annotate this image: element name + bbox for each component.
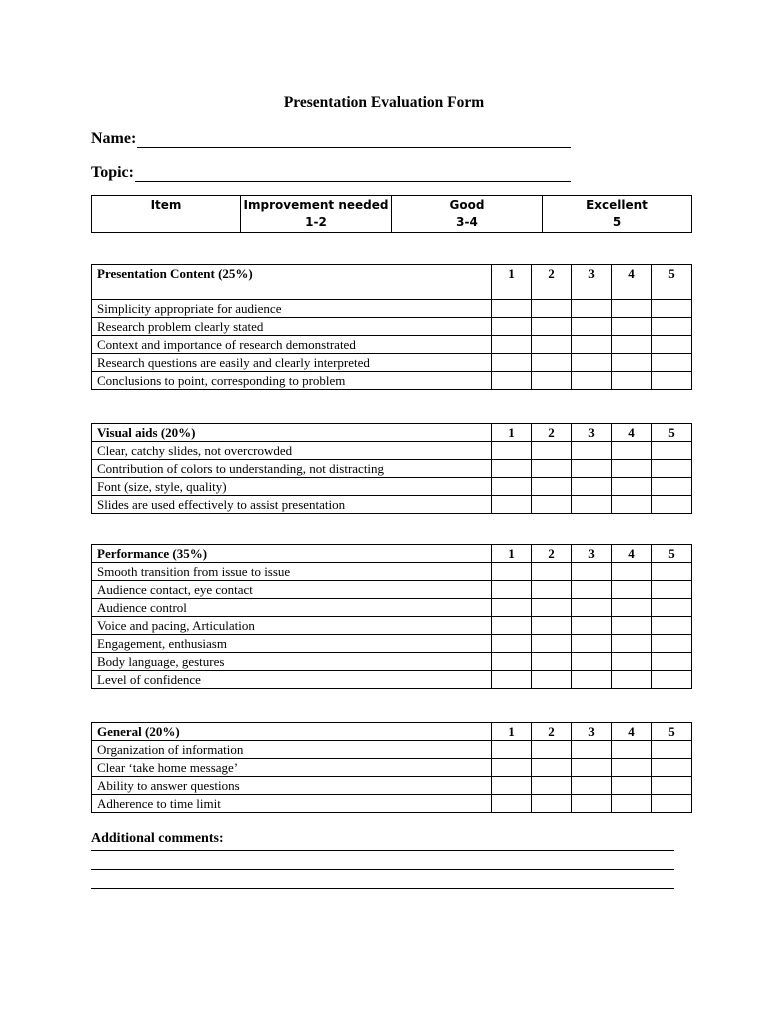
score-cell-4[interactable] — [612, 336, 652, 354]
criteria-row — [92, 759, 692, 777]
score-column-4: 4 — [612, 723, 652, 741]
score-cell-1[interactable] — [492, 759, 532, 777]
score-cell-4[interactable] — [612, 300, 652, 318]
score-cell-5[interactable] — [652, 336, 692, 354]
score-cell-3[interactable] — [572, 478, 612, 496]
section-title: Performance (35%) — [92, 545, 492, 563]
score-column-5: 5 — [652, 424, 692, 442]
criteria-label: Engagement, enthusiasm — [92, 635, 492, 653]
score-cell-4[interactable] — [612, 460, 652, 478]
topic-input-line[interactable] — [135, 167, 571, 182]
criteria-row — [92, 795, 692, 813]
score-cell-5[interactable] — [652, 300, 692, 318]
score-column-1: 1 — [492, 723, 532, 741]
score-column-5: 5 — [652, 723, 692, 741]
score-column-3: 3 — [572, 545, 612, 563]
scale-excellent: Excellent 5 — [543, 196, 692, 233]
score-cell-2[interactable] — [532, 300, 572, 318]
score-cell-4[interactable] — [612, 653, 652, 671]
score-cell-3[interactable] — [572, 653, 612, 671]
score-cell-4[interactable] — [612, 617, 652, 635]
section-header-row — [92, 545, 692, 563]
criteria-label: Smooth transition from issue to issue — [92, 563, 492, 581]
score-cell-2[interactable] — [532, 653, 572, 671]
score-cell-3[interactable] — [572, 300, 612, 318]
section-header-row — [92, 265, 692, 300]
criteria-label: Contribution of colors to understanding, not distracting — [92, 460, 492, 478]
score-cell-4[interactable] — [612, 496, 652, 514]
score-cell-1[interactable] — [492, 442, 532, 460]
score-cell-1[interactable] — [492, 372, 532, 390]
score-cell-3[interactable] — [572, 777, 612, 795]
score-column-1: 1 — [492, 545, 532, 563]
section-title: Visual aids (20%) — [92, 424, 492, 442]
score-column-3: 3 — [572, 265, 612, 300]
score-cell-4[interactable] — [612, 478, 652, 496]
score-cell-1[interactable] — [492, 617, 532, 635]
score-cell-5[interactable] — [652, 478, 692, 496]
score-cell-1[interactable] — [492, 496, 532, 514]
score-cell-1[interactable] — [492, 635, 532, 653]
criteria-row — [92, 478, 692, 496]
section-header-row — [92, 424, 692, 442]
criteria-label: Context and importance of research demonstrated — [92, 336, 492, 354]
score-cell-3[interactable] — [572, 599, 612, 617]
score-cell-3[interactable] — [572, 318, 612, 336]
criteria-row — [92, 300, 692, 318]
criteria-label: Slides are used effectively to assist presentation — [92, 496, 492, 514]
topic-field[interactable] — [91, 164, 571, 182]
criteria-row — [92, 318, 692, 336]
comment-line-2[interactable] — [91, 869, 674, 870]
comment-line-1[interactable] — [91, 850, 674, 851]
score-cell-4[interactable] — [612, 741, 652, 759]
score-column-3: 3 — [572, 424, 612, 442]
score-cell-1[interactable] — [492, 563, 532, 581]
general-table — [91, 722, 692, 813]
criteria-row — [92, 460, 692, 478]
score-column-2: 2 — [532, 265, 572, 300]
scale-item-header: Item — [92, 196, 241, 233]
score-cell-5[interactable] — [652, 617, 692, 635]
criteria-label: Audience control — [92, 599, 492, 617]
score-cell-2[interactable] — [532, 635, 572, 653]
score-cell-3[interactable] — [572, 759, 612, 777]
score-cell-1[interactable] — [492, 460, 532, 478]
criteria-row — [92, 336, 692, 354]
score-cell-3[interactable] — [572, 581, 612, 599]
score-cell-1[interactable] — [492, 478, 532, 496]
score-column-1: 1 — [492, 424, 532, 442]
criteria-label: Ability to answer questions — [92, 777, 492, 795]
score-cell-5[interactable] — [652, 318, 692, 336]
score-cell-5[interactable] — [652, 581, 692, 599]
score-cell-5[interactable] — [652, 599, 692, 617]
scale-good: Good 3-4 — [392, 196, 543, 233]
criteria-row — [92, 653, 692, 671]
score-cell-2[interactable] — [532, 795, 572, 813]
additional-comments-label: Additional comments: — [91, 831, 224, 846]
score-cell-2[interactable] — [532, 617, 572, 635]
score-cell-2[interactable] — [532, 496, 572, 514]
score-cell-2[interactable] — [532, 563, 572, 581]
score-cell-2[interactable] — [532, 671, 572, 689]
name-label: Name: — [91, 130, 137, 147]
criteria-row — [92, 671, 692, 689]
score-cell-4[interactable] — [612, 354, 652, 372]
score-cell-4[interactable] — [612, 372, 652, 390]
form-title: Presentation Evaluation Form — [283, 94, 485, 111]
score-cell-5[interactable] — [652, 777, 692, 795]
score-cell-1[interactable] — [492, 741, 532, 759]
score-cell-3[interactable] — [572, 442, 612, 460]
score-cell-2[interactable] — [532, 599, 572, 617]
score-cell-4[interactable] — [612, 318, 652, 336]
topic-label: Topic: — [91, 164, 134, 181]
score-cell-2[interactable] — [532, 318, 572, 336]
score-cell-3[interactable] — [572, 795, 612, 813]
score-cell-3[interactable] — [572, 617, 612, 635]
score-cell-4[interactable] — [612, 581, 652, 599]
criteria-label: Research problem clearly stated — [92, 318, 492, 336]
score-column-5: 5 — [652, 265, 692, 300]
section-title: General (20%) — [92, 723, 492, 741]
criteria-row — [92, 599, 692, 617]
score-cell-1[interactable] — [492, 671, 532, 689]
criteria-label: Simplicity appropriate for audience — [92, 300, 492, 318]
score-cell-5[interactable] — [652, 741, 692, 759]
score-cell-4[interactable] — [612, 442, 652, 460]
criteria-row — [92, 777, 692, 795]
score-cell-5[interactable] — [652, 442, 692, 460]
rating-scale-table — [91, 195, 692, 233]
performance-table — [91, 544, 692, 689]
score-cell-1[interactable] — [492, 318, 532, 336]
criteria-row — [92, 354, 692, 372]
score-cell-2[interactable] — [532, 354, 572, 372]
criteria-label: Adherence to time limit — [92, 795, 492, 813]
criteria-row — [92, 496, 692, 514]
criteria-label: Level of confidence — [92, 671, 492, 689]
score-cell-3[interactable] — [572, 372, 612, 390]
score-cell-5[interactable] — [652, 354, 692, 372]
score-cell-1[interactable] — [492, 354, 532, 372]
score-cell-4[interactable] — [612, 599, 652, 617]
criteria-label: Font (size, style, quality) — [92, 478, 492, 496]
criteria-row — [92, 442, 692, 460]
score-cell-1[interactable] — [492, 599, 532, 617]
score-cell-5[interactable] — [652, 795, 692, 813]
section-title: Presentation Content (25%) — [92, 265, 492, 300]
score-column-5: 5 — [652, 545, 692, 563]
score-cell-2[interactable] — [532, 336, 572, 354]
criteria-row — [92, 372, 692, 390]
criteria-label: Clear, catchy slides, not overcrowded — [92, 442, 492, 460]
score-cell-4[interactable] — [612, 671, 652, 689]
score-column-2: 2 — [532, 424, 572, 442]
visual-aids-table — [91, 423, 692, 514]
criteria-row — [92, 563, 692, 581]
score-column-4: 4 — [612, 424, 652, 442]
score-cell-5[interactable] — [652, 372, 692, 390]
criteria-label: Body language, gestures — [92, 653, 492, 671]
score-cell-3[interactable] — [572, 460, 612, 478]
name-input-line[interactable] — [137, 133, 571, 148]
score-cell-2[interactable] — [532, 478, 572, 496]
score-cell-1[interactable] — [492, 581, 532, 599]
criteria-row — [92, 581, 692, 599]
criteria-row — [92, 741, 692, 759]
score-cell-2[interactable] — [532, 372, 572, 390]
score-cell-2[interactable] — [532, 759, 572, 777]
presentation-content-table — [91, 264, 692, 390]
criteria-label: Research questions are easily and clearly interpreted — [92, 354, 492, 372]
score-cell-3[interactable] — [572, 671, 612, 689]
score-cell-2[interactable] — [532, 460, 572, 478]
score-column-2: 2 — [532, 545, 572, 563]
score-cell-1[interactable] — [492, 300, 532, 318]
score-cell-5[interactable] — [652, 563, 692, 581]
criteria-row — [92, 617, 692, 635]
score-cell-3[interactable] — [572, 354, 612, 372]
score-cell-2[interactable] — [532, 777, 572, 795]
criteria-label: Conclusions to point, corresponding to problem — [92, 372, 492, 390]
score-cell-5[interactable] — [652, 460, 692, 478]
score-cell-1[interactable] — [492, 653, 532, 671]
score-cell-5[interactable] — [652, 759, 692, 777]
score-cell-2[interactable] — [532, 442, 572, 460]
score-column-2: 2 — [532, 723, 572, 741]
score-cell-3[interactable] — [572, 563, 612, 581]
criteria-label: Audience contact, eye contact — [92, 581, 492, 599]
score-column-4: 4 — [612, 545, 652, 563]
score-cell-1[interactable] — [492, 777, 532, 795]
score-cell-3[interactable] — [572, 635, 612, 653]
score-cell-4[interactable] — [612, 563, 652, 581]
criteria-label: Voice and pacing, Articulation — [92, 617, 492, 635]
section-header-row — [92, 723, 692, 741]
score-cell-4[interactable] — [612, 759, 652, 777]
score-cell-3[interactable] — [572, 336, 612, 354]
score-cell-2[interactable] — [532, 581, 572, 599]
score-cell-4[interactable] — [612, 777, 652, 795]
scale-improvement: Improvement needed 1-2 — [241, 196, 392, 233]
name-field[interactable] — [91, 130, 571, 148]
score-column-1: 1 — [492, 265, 532, 300]
score-cell-1[interactable] — [492, 795, 532, 813]
score-cell-3[interactable] — [572, 741, 612, 759]
score-cell-5[interactable] — [652, 635, 692, 653]
comment-line-3[interactable] — [91, 888, 674, 889]
score-cell-4[interactable] — [612, 635, 652, 653]
criteria-label: Organization of information — [92, 741, 492, 759]
criteria-label: Clear ‘take home message’ — [92, 759, 492, 777]
score-column-3: 3 — [572, 723, 612, 741]
score-cell-5[interactable] — [652, 496, 692, 514]
criteria-row — [92, 635, 692, 653]
score-cell-1[interactable] — [492, 336, 532, 354]
score-column-4: 4 — [612, 265, 652, 300]
score-cell-3[interactable] — [572, 496, 612, 514]
score-cell-5[interactable] — [652, 671, 692, 689]
score-cell-4[interactable] — [612, 795, 652, 813]
score-cell-5[interactable] — [652, 653, 692, 671]
score-cell-2[interactable] — [532, 741, 572, 759]
